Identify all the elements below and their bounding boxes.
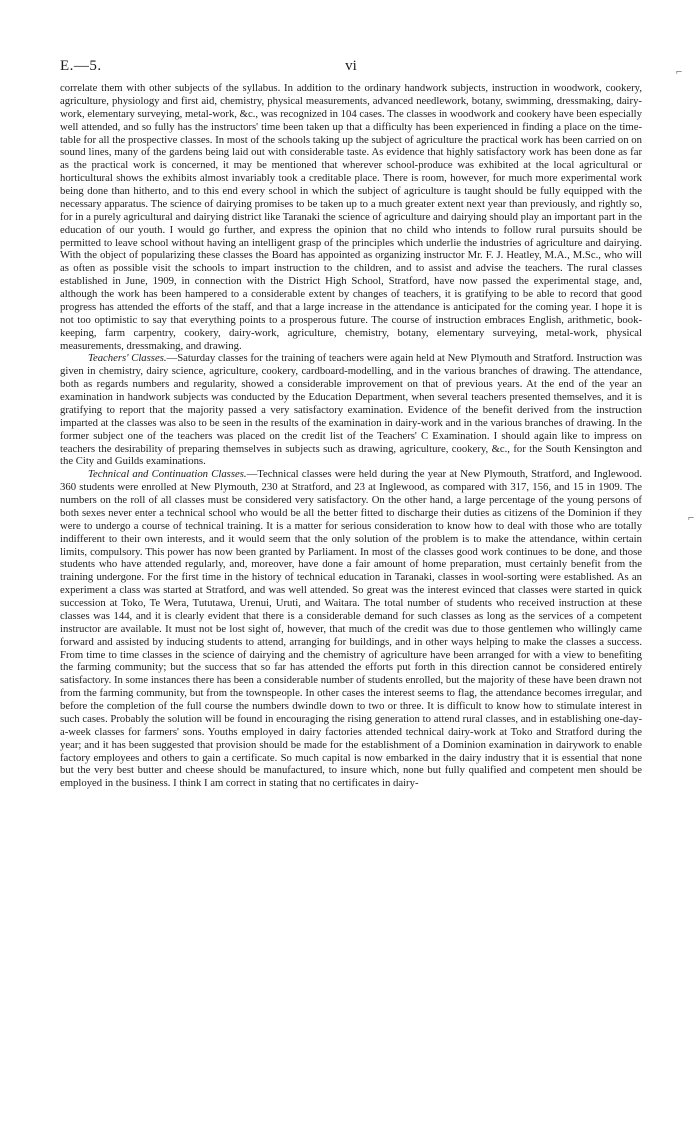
paragraph-syllabus [60,82,642,352]
section-heading-technical-classes: Technical and Continuation Classes. [88,468,247,481]
paragraph-text: —Saturday classes for the training of teachers were again held at New Plymouth and Stratford. Instruction was given in chemistry, dairy science, agriculture, cookery, cardboard-modelling, and in the various branches of drawing. The attendance, both as regards numbers and regularity, showed a considerable improvement on that of previous years. At the end of the year an examination in handwork subjects was conducted by the Education Department, when several teachers presented themselves, and it is gratifying to report that the majority passed a very satisfactory examination. Evidence of the benefit derived from the instruction imparted at the classes was also to be seen in the results of the examination in dairy-work and in the various branches of drawing. In the former subject one of the teachers was placed on the credit list of the Teachers' C Examination. I should again like to impress on teachers the desirability of preparing themselves in subjects such as drawing, agriculture, cookery, &c., for the South Kensington and the City and Guilds examinations. [60,352,642,468]
document-reference: E.—5. [60,58,102,74]
margin-mark-top: ⌐ [676,66,683,78]
paragraph-text: correlate them with other subjects of the syllabus. In addition to the ordinary handwork subjects, instruction in woodwork, cookery, agriculture, physiology and first aid, chemistry, physical measurements, advanced needlework, botany, swimming, dressmaking, dairy-work, elementary surveying, metal-work, &c., was recognized in 104 cases. The classes in woodwork and cookery have been especially well attended, and so fully has the instructors' time been taken up that a difficulty has been experienced in finding a place on the time-table for all the prospective classes. In most of the schools taking up the subject of agriculture the practical work has been carried on on sound lines, many of the gardens being laid out with considerable taste. As evidence that highly satisfactory work has been done as far as the practical work is concerned, it may be mentioned that wherever school-produce was exhibited at the local agricultural or horticultural shows the exhibits almost invariably took a creditable place. There is room, however, for much more experimental work being done than hitherto, and to this end every school in which the subject of agriculture is taught should be fully equipped with the necessary apparatus. The science of dairying promises to be taken up to a much greater extent next year than previously, and rightly so, for in a purely agricultural and dairying district like Taranaki the science of agriculture and dairying should play an important part in the education of our youth. I would go further, and express the opinion that no child who intends to follow rural pursuits should be permitted to leave school without having an intelligent grasp of the principles which underlie the industries of agriculture and dairying. With the object of popularizing these classes the Board has appointed as organizing instructor Mr. F. J. Heatley, M.A., M.Sc., who will as often as possible visit the schools to impart instruction to the children, and to assist and advise the teachers. The rural classes established in June, 1909, in connection with the District High School, Stratford, have now passed the experimental stage, and, although the work has been hampered to a considerable extent by changes of teachers, it is gratifying to be able to record that good progress has attended the efforts of the staff, and that a large increase in the attendance is anticipated for the coming year. I hope it is not too optimistic to say that everything points to a prosperous future. The course of instruction embraces English, arithmetic, book-keeping, farm carpentry, cookery, dairy-work, agriculture, chemistry, botany, elementary surveying, metal-work, physical measurements, dressmaking, and drawing. [60,82,642,352]
section-heading-teachers-classes: Teachers' Classes. [88,352,167,365]
paragraph-technical-classes [60,468,642,790]
paragraph-teachers-classes [60,352,642,468]
body-text [60,82,642,790]
paragraph-text: —Technical classes were held during the year at New Plymouth, Stratford, and Inglewood. 360 students were enrolled at New Plymouth, 230 at Stratford, and 23 at Inglewood, as compared with 317, 156, and 15 in 1909. The numbers on the roll of all classes must be considered very satisfactory. On the other hand, a large percentage of the young persons of both sexes never enter a technical school who would be all the better fitted to discharge their duties as citizens of the Dominion if they were to undergo a course of technical training. It is a matter for serious consideration to know how to deal with those who are totally indifferent to their own interests, and it would seem that the only solution of the problem is to make the attendance, within certain limits, compulsory. This power has now been granted by Parliament. In most of the classes good work continues to be done, and those students who have attended regularly, and, moreover, have done a fair amount of home preparation, must certainly benefit from the training undergone. For the first time in the history of technical education in Taranaki, classes in wool-sorting were established. As an experiment a class was started at Stratford, and was well attended. So great was the interest evinced that classes were started in quick succession at Toko, Te Wera, Tututawa, Urenui, Uruti, and Waitara. The total number of students who received instruction at these classes was 144, and it is clearly evident that there is a considerable demand for such classes as long as the services of a competent instructor are available. It must not be lost sight of, however, that much of the credit was due to those gentlemen who willingly came forward and assisted by inducing students to attend, arranging for buildings, and in other ways helping to make the classes a success. From time to time classes in the science of dairying and the chemistry of agriculture have been arranged for with a view to benefiting the farming community; but the success that so far has attended the efforts put forth in this direction cannot be considered entirely satisfactory. In some instances there has been a considerable number of students enrolled, but the majority of these have been drawn not from the farming community, but from the townspeople. In other cases the interest seems to flag, the attendance becomes irregular, and before the completion of the full course the numbers dwindle down to two or three. It is difficult to know how to stimulate interest in such cases. Probably the solution will be found in encouraging the rising generation to attend rural classes, and in establishing one-day-a-week classes for farmers' sons. Youths employed in dairy factories attended technical dairy-work at Toko and Stratford during the year; and it has been suggested that provision should be made for the establishment of a Dominion examination in dairywork to enable factory employees and others to gain a certificate. So much capital is now embarked in the dairy industry that it is essential that none but the very best butter and cheese should be manufactured, to insure which, none but fully qualified and competent men should be employed in the business. I think I am correct in stating that no certificates in dairy- [60,468,642,790]
page-header [60,58,642,78]
page-number: vi [345,58,357,74]
margin-mark-middle: ⌐ [688,512,695,524]
